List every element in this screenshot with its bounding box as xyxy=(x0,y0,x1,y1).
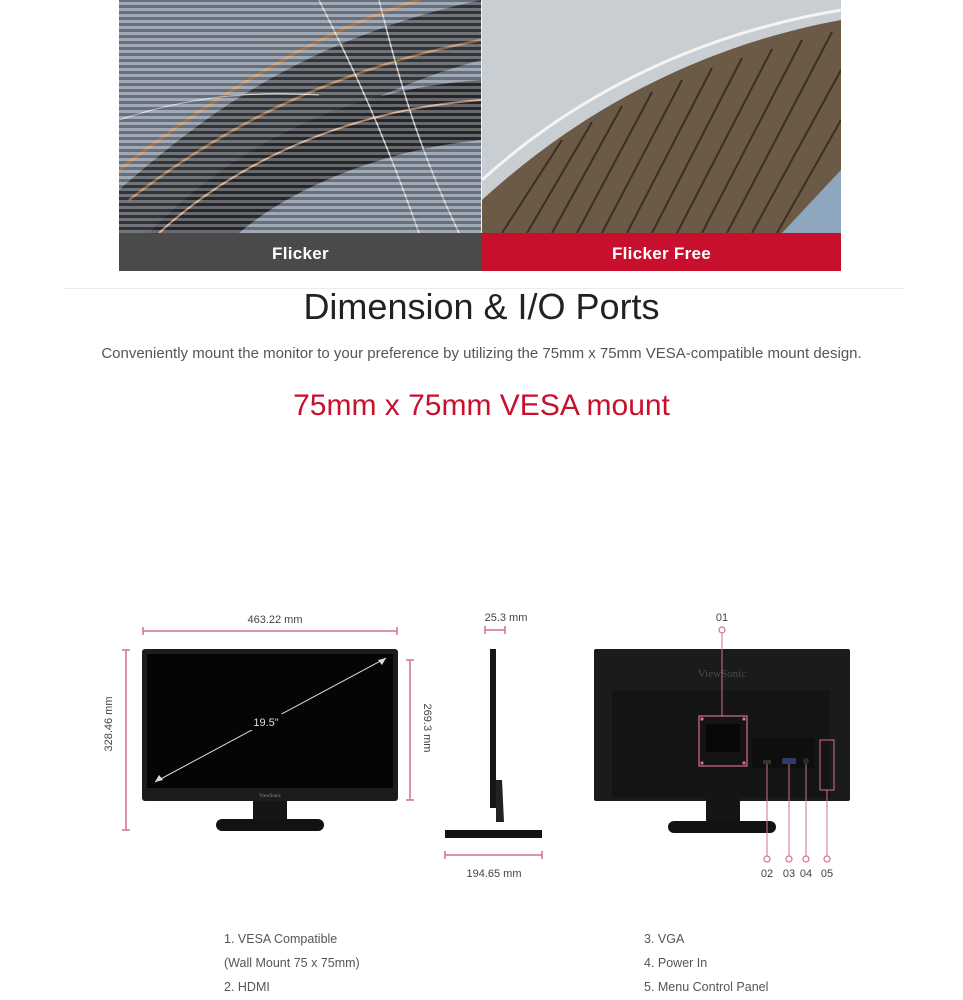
width-label: 463.22 mm xyxy=(247,614,303,626)
vga-port xyxy=(782,758,796,764)
flicker-image xyxy=(119,0,481,233)
back-view xyxy=(594,612,850,880)
legend-item: (Wall Mount 75 x 75mm) xyxy=(224,956,360,970)
back-stand-base xyxy=(668,821,776,833)
back-brand-logo: ViewSonic xyxy=(697,668,747,680)
callout-04: 04 xyxy=(799,868,813,880)
callout-05: 05 xyxy=(820,868,834,880)
legend-item: 1. VESA Compatible xyxy=(224,932,338,946)
power-port xyxy=(803,758,809,764)
flicker-scanline-overlay xyxy=(119,0,481,233)
diagonal-label: 19.5" xyxy=(253,717,279,729)
callout-01: 01 xyxy=(715,612,729,624)
legend-item: 4. Power In xyxy=(644,956,708,970)
side-neck xyxy=(496,780,504,822)
back-stand-neck xyxy=(706,768,740,823)
screen-height-label: 269.3 mm xyxy=(421,703,433,753)
flicker-free-image xyxy=(482,0,841,233)
callout-03: 03 xyxy=(782,868,796,880)
flicker-free-label: Flicker Free xyxy=(482,233,841,271)
flicker-label: Flicker xyxy=(119,233,482,271)
base-depth-label: 194.65 mm xyxy=(466,868,522,880)
legend-item: 2. HDMI xyxy=(224,980,270,994)
height-label: 328.46 mm xyxy=(103,696,115,752)
flicker-free-architecture-illustration xyxy=(482,0,841,233)
front-view xyxy=(103,614,433,831)
hdmi-port xyxy=(763,760,771,764)
depth-top-label: 25.3 mm xyxy=(484,612,528,624)
dimension-diagram xyxy=(90,600,870,900)
legend-item: 3. VGA xyxy=(644,932,685,946)
legend-item: 5. Menu Control Panel xyxy=(644,980,769,994)
port-legend-right xyxy=(644,927,768,999)
callout-02: 02 xyxy=(760,868,774,880)
side-base xyxy=(445,830,542,838)
side-panel xyxy=(490,649,496,808)
port-legend-left xyxy=(224,927,360,999)
section-title: Dimension & I/O Ports xyxy=(303,286,660,327)
flicker-comparison-banner xyxy=(119,0,841,271)
front-brand-logo: ViewSonic xyxy=(259,794,281,799)
front-stand-base xyxy=(216,819,324,831)
front-stand-neck xyxy=(253,801,287,821)
section-subtitle: Conveniently mount the monitor to your preference by utilizing the 75mm x 75mm VESA-compatible mount design. xyxy=(101,345,862,362)
side-view xyxy=(445,612,542,880)
vesa-mount-title: 75mm x 75mm VESA mount xyxy=(293,389,670,422)
